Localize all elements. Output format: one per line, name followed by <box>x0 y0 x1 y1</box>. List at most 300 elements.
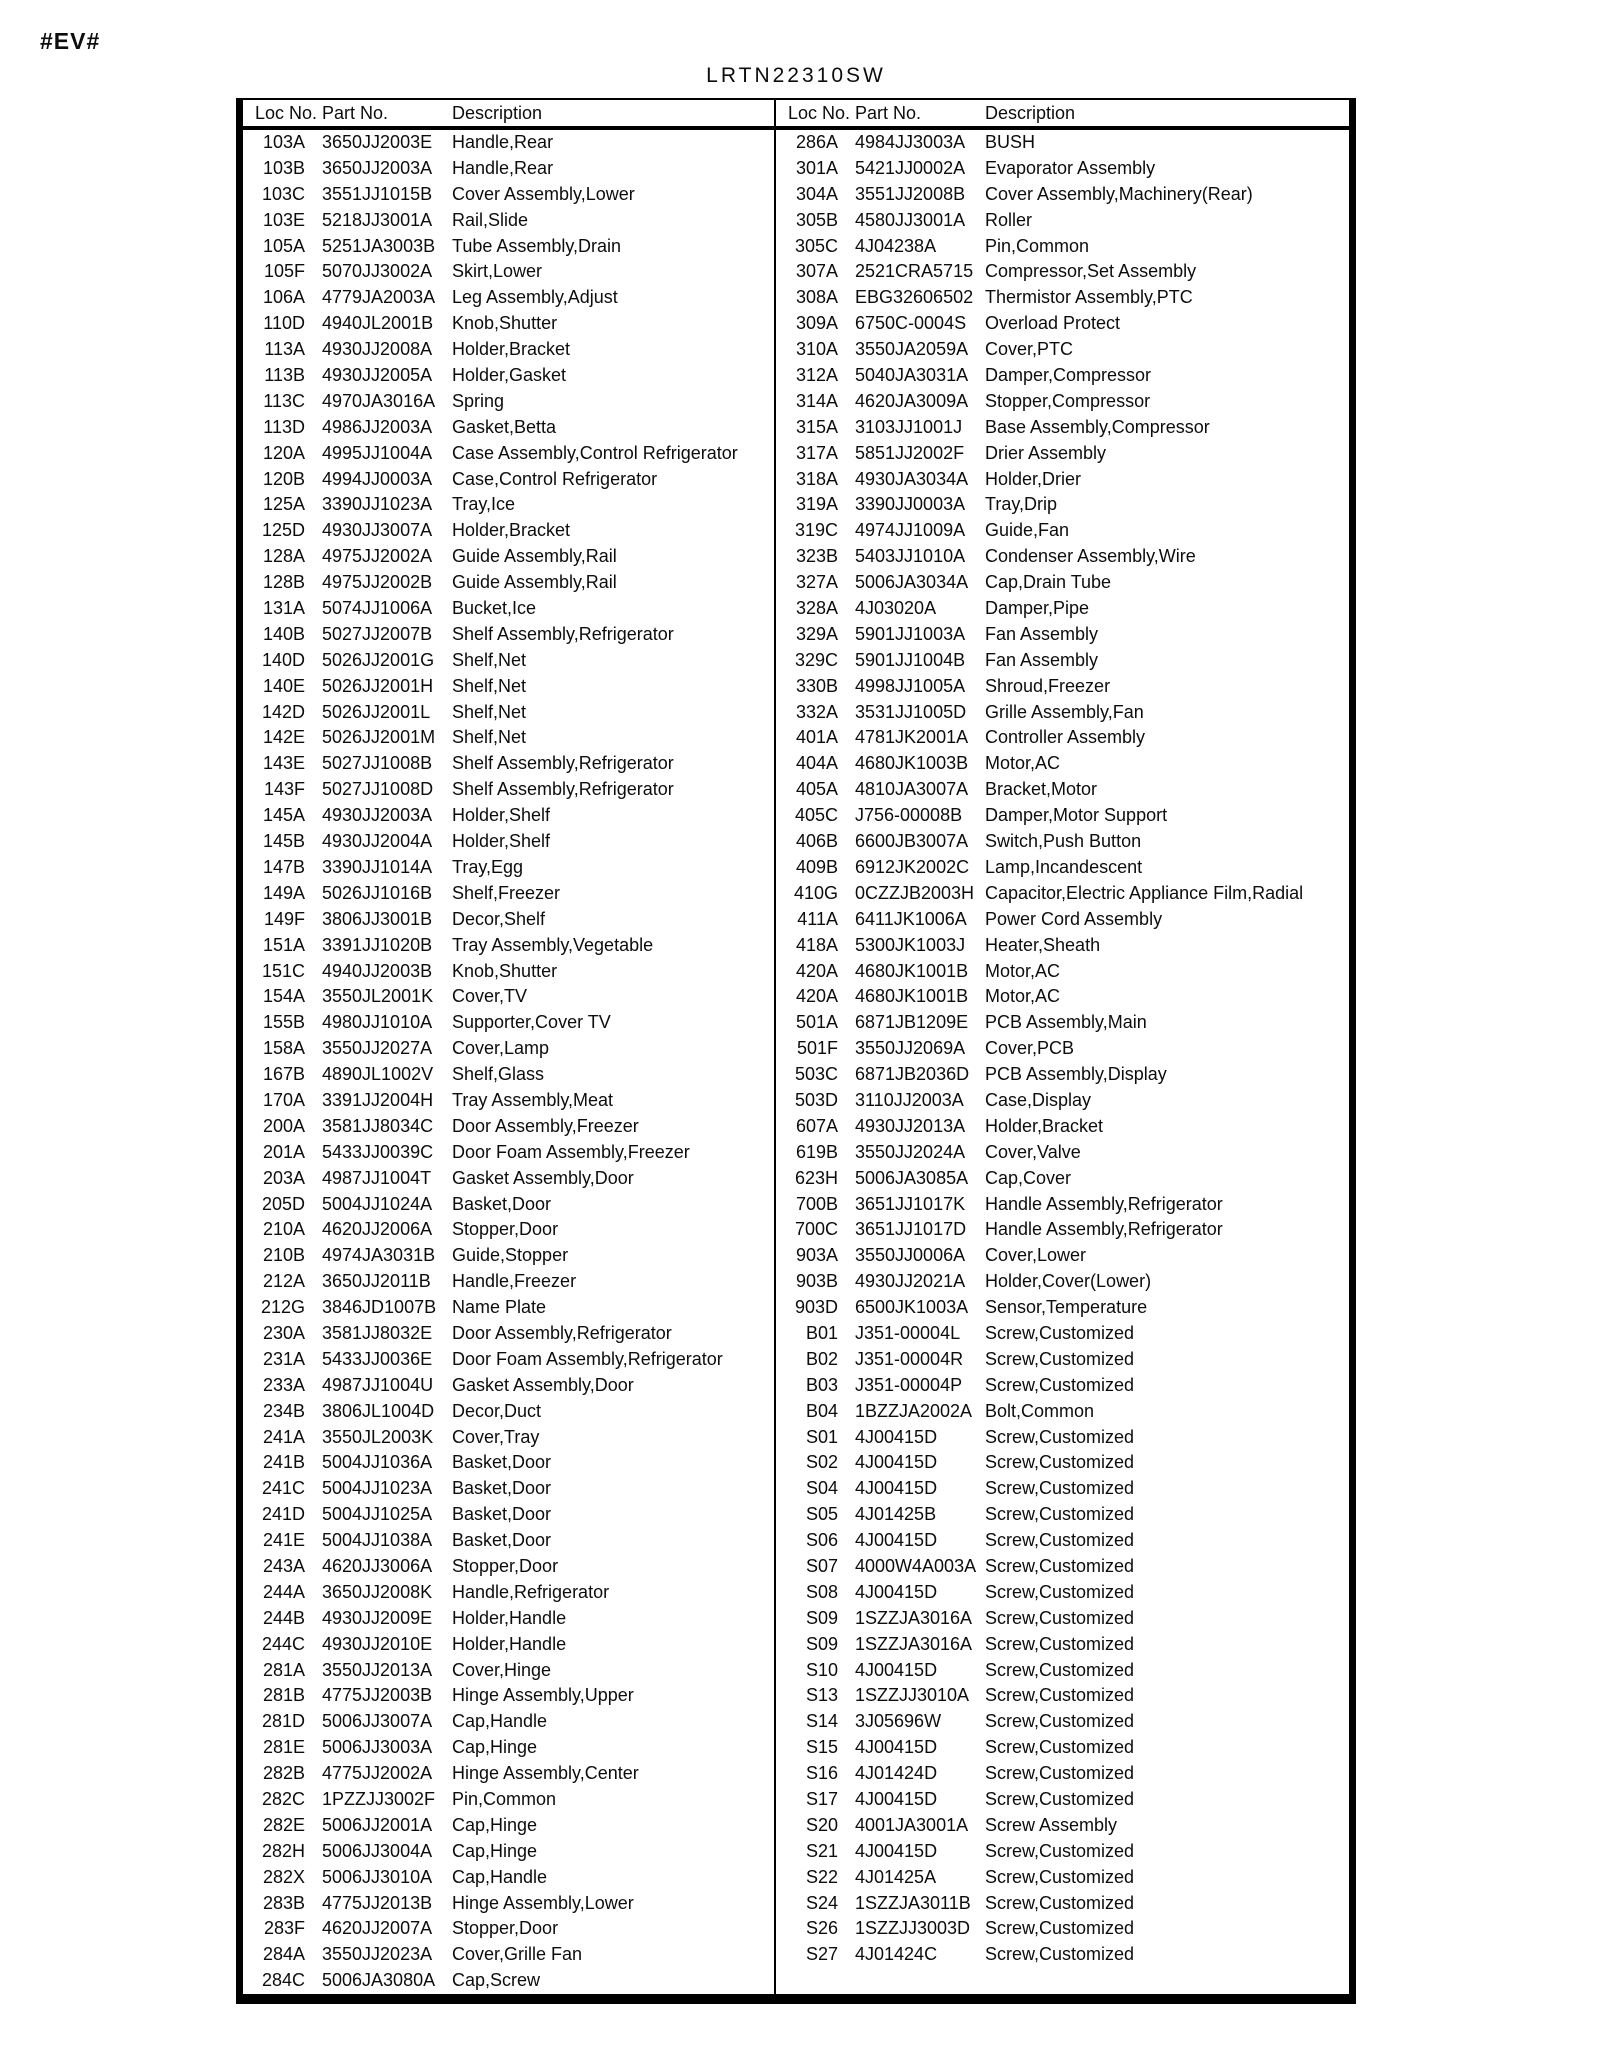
desc-cell: Gasket Assembly,Door <box>452 1167 634 1188</box>
desc-cell: Stopper,Door <box>452 1555 559 1576</box>
loc-cell: S17 <box>805 1789 838 1809</box>
loc-cell: 410G <box>793 882 838 903</box>
desc-cell: Door Assembly,Refrigerator <box>452 1322 672 1343</box>
desc-cell: Name Plate <box>452 1297 547 1318</box>
desc-cell: Screw Assembly <box>985 1814 1118 1835</box>
part-cell: 4975JJ2002A <box>322 546 433 567</box>
part-cell: 4J00415D <box>855 1659 938 1680</box>
part-cell: 5027JJ1008D <box>322 779 434 800</box>
part-cell: 4J01425A <box>855 1866 937 1887</box>
loc-cell: 103E <box>262 209 305 230</box>
desc-cell: Decor,Shelf <box>452 908 546 929</box>
loc-cell: S05 <box>805 1504 838 1525</box>
table-row <box>243 1010 774 1036</box>
part-cell: 5901JJ1004B <box>855 649 966 670</box>
loc-cell: S16 <box>805 1763 838 1784</box>
part-cell: 5026JJ2001G <box>322 649 435 670</box>
loc-cell: 120A <box>262 442 305 463</box>
table-row <box>776 674 1349 700</box>
desc-cell: Damper,Compressor <box>985 365 1152 386</box>
desc-cell: Holder,Bracket <box>452 339 571 360</box>
desc-cell: Base Assembly,Compressor <box>985 416 1210 437</box>
part-cell: 5433JJ0039C <box>322 1141 434 1162</box>
table-row <box>243 1580 774 1606</box>
part-cell: 5026JJ2001H <box>322 675 434 696</box>
part-cell: 4994JJ0003A <box>322 468 433 489</box>
table-row <box>776 1735 1349 1761</box>
loc-cell: 241A <box>262 1426 305 1447</box>
desc-cell: Door Foam Assembly,Freezer <box>452 1141 690 1162</box>
table-row <box>776 648 1349 674</box>
desc-cell: Cover,Lower <box>985 1245 1087 1266</box>
loc-cell: 501F <box>796 1038 838 1059</box>
loc-cell: 241B <box>262 1452 305 1473</box>
loc-cell: 307A <box>795 261 838 282</box>
loc-cell: 120B <box>262 468 305 489</box>
part-cell: 3650JJ2003A <box>322 157 433 178</box>
part-cell: 4998JJ1005A <box>855 675 966 696</box>
part-cell: 6871JB2036D <box>855 1064 970 1085</box>
table-row <box>776 1528 1349 1554</box>
table-row <box>776 855 1349 881</box>
desc-cell: Tray,Ice <box>452 494 516 515</box>
part-cell: 4J00415D <box>855 1789 938 1809</box>
loc-cell: 105A <box>262 235 305 256</box>
part-cell: 5006JA3085A <box>855 1167 969 1188</box>
desc-cell: Pin,Common <box>452 1789 557 1809</box>
part-cell: 1SZZJA3016A <box>855 1607 973 1628</box>
loc-cell: 170A <box>262 1089 305 1110</box>
loc-cell: S10 <box>805 1659 838 1680</box>
left-column <box>236 130 774 1994</box>
part-cell: 3550JA2059A <box>855 339 969 360</box>
table-row <box>243 311 774 337</box>
desc-cell: Knob,Shutter <box>452 960 558 981</box>
table-row <box>776 751 1349 777</box>
loc-cell: 282C <box>261 1789 305 1809</box>
loc-cell: S02 <box>805 1452 838 1473</box>
table-row <box>243 1425 774 1451</box>
desc-cell: Bolt,Common <box>985 1400 1095 1421</box>
loc-cell: 281D <box>261 1711 305 1732</box>
loc-cell: 200A <box>262 1115 305 1136</box>
part-cell: 4J00415D <box>855 1581 938 1602</box>
table-row <box>243 1813 774 1839</box>
loc-cell: 244A <box>262 1581 305 1602</box>
loc-cell: 314A <box>795 390 838 411</box>
loc-cell: 405A <box>795 779 838 800</box>
loc-cell: 231A <box>262 1348 305 1369</box>
part-cell: 3551JJ1015B <box>322 183 433 204</box>
part-cell: 3551JJ2008B <box>855 183 966 204</box>
desc-cell: Cover,Grille Fan <box>452 1944 583 1965</box>
table-row <box>776 984 1349 1010</box>
loc-cell: 282E <box>262 1814 305 1835</box>
part-cell: 4930JJ2010E <box>322 1633 433 1654</box>
desc-cell: Tube Assembly,Drain <box>452 235 622 256</box>
loc-cell: 319A <box>795 494 838 515</box>
page-title: LRTN22310SW <box>706 64 886 87</box>
table-right-border <box>1349 100 1356 2004</box>
header-cells <box>243 98 774 128</box>
part-cell: 4J00415D <box>855 1426 938 1447</box>
loc-cell: 903B <box>795 1271 838 1292</box>
table-row <box>776 1813 1349 1839</box>
part-cell: 4580JJ3001A <box>855 209 966 230</box>
part-cell: 5218JJ3001A <box>322 209 433 230</box>
part-cell: 5027JJ2007B <box>322 623 433 644</box>
desc-cell: Controller Assembly <box>985 727 1146 748</box>
part-cell: 6500JK1003A <box>855 1297 969 1318</box>
desc-cell: Cover,Lamp <box>452 1038 550 1059</box>
loc-cell: S13 <box>805 1685 838 1706</box>
table-row <box>776 1062 1349 1088</box>
table-row <box>776 881 1349 907</box>
loc-cell: 286A <box>795 132 838 152</box>
loc-cell: 128A <box>262 546 305 567</box>
loc-cell: 282X <box>262 1866 305 1887</box>
desc-cell: Holder,Handle <box>452 1607 567 1628</box>
part-cell: J756-00008B <box>855 805 963 826</box>
desc-cell: Screw,Customized <box>985 1866 1135 1887</box>
table-row <box>776 829 1349 855</box>
desc-cell: Basket,Door <box>452 1478 552 1499</box>
part-cell: 1BZZJA2002A <box>855 1400 973 1421</box>
table-row <box>776 1010 1349 1036</box>
loc-cell: 158A <box>262 1038 305 1059</box>
part-cell: 1SZZJJ3010A <box>855 1685 970 1706</box>
desc-cell: Guide,Stopper <box>452 1245 569 1266</box>
table-row <box>776 415 1349 441</box>
table-row <box>243 648 774 674</box>
loc-cell: 142D <box>261 701 305 722</box>
desc-cell: Handle,Rear <box>452 132 554 152</box>
table-row <box>776 311 1349 337</box>
part-cell: 4781JK2001A <box>855 727 969 748</box>
part-cell: 3390JJ0003A <box>855 494 966 515</box>
part-cell: 4930JA3034A <box>855 468 969 489</box>
table-row <box>776 907 1349 933</box>
desc-cell: Cover,Valve <box>985 1141 1081 1162</box>
desc-cell: Case,Display <box>985 1089 1092 1110</box>
loc-cell: 145B <box>262 831 305 852</box>
part-cell: 3103JJ1001J <box>855 416 963 437</box>
table-row <box>243 1942 774 1968</box>
table-row <box>243 1502 774 1528</box>
part-cell: 4775JJ2002A <box>322 1763 433 1784</box>
part-cell: 3806JL1004D <box>322 1400 435 1421</box>
part-cell: 4000W4A003A <box>855 1555 977 1576</box>
loc-cell: 315A <box>795 416 838 437</box>
desc-cell: Leg Assembly,Adjust <box>452 287 618 308</box>
part-cell: 3650JJ2003E <box>322 132 433 152</box>
table-row <box>776 1243 1349 1269</box>
table-row <box>243 1968 774 1994</box>
desc-cell: Cap,Screw <box>452 1970 541 1991</box>
part-cell: 1SZZJA3011B <box>855 1892 971 1913</box>
part-cell: 4970JA3016A <box>322 390 436 411</box>
part-cell: 4J01424D <box>855 1763 938 1784</box>
part-cell: 5421JJ0002A <box>855 157 966 178</box>
part-cell: 4930JJ3007A <box>322 520 433 541</box>
desc-cell: Power Cord Assembly <box>985 908 1163 929</box>
part-cell: 3581JJ8032E <box>322 1322 433 1343</box>
desc-cell: Bracket,Motor <box>985 779 1098 800</box>
part-cell: 4930JJ2009E <box>322 1607 433 1628</box>
desc-cell: Grille Assembly,Fan <box>985 701 1144 722</box>
desc-cell: Shroud,Freezer <box>985 675 1111 696</box>
desc-cell: Screw,Customized <box>985 1322 1135 1343</box>
desc-cell: Motor,AC <box>985 753 1061 774</box>
table-row <box>776 1554 1349 1580</box>
desc-cell: Screw,Customized <box>985 1892 1135 1913</box>
desc-cell: Screw,Customized <box>985 1374 1135 1395</box>
loc-cell: 105F <box>263 261 305 282</box>
desc-cell: Lamp,Incandescent <box>985 856 1143 877</box>
loc-cell: 140E <box>262 675 305 696</box>
desc-cell: Handle,Rear <box>452 157 554 178</box>
table-row <box>243 1166 774 1192</box>
part-cell: 4J00415D <box>855 1737 938 1758</box>
loc-cell: 281E <box>262 1737 305 1758</box>
table-row <box>776 234 1349 260</box>
loc-cell: 201A <box>262 1141 305 1162</box>
header-part-no: Part No. <box>322 103 389 123</box>
table-row <box>243 1321 774 1347</box>
table-row <box>776 1321 1349 1347</box>
table-row <box>243 415 774 441</box>
table-row <box>776 518 1349 544</box>
loc-cell: 230A <box>262 1322 305 1343</box>
loc-cell: 143F <box>263 779 305 800</box>
part-cell: 4775JJ2003B <box>322 1685 433 1706</box>
part-cell: 5006JJ3007A <box>322 1711 433 1732</box>
part-cell: 5251JA3003B <box>322 235 436 256</box>
loc-cell: 305C <box>794 235 838 256</box>
loc-cell: B02 <box>805 1348 838 1369</box>
desc-cell: Guide Assembly,Rail <box>452 572 617 593</box>
desc-cell: Door Foam Assembly,Refrigerator <box>452 1348 723 1369</box>
desc-cell: Stopper,Door <box>452 1219 559 1240</box>
table-row <box>776 570 1349 596</box>
table-row <box>243 751 774 777</box>
desc-cell: Shelf,Net <box>452 649 527 670</box>
part-cell: J351-00004L <box>855 1322 961 1343</box>
loc-cell: 203A <box>262 1167 305 1188</box>
table-row <box>776 1709 1349 1735</box>
desc-cell: Shelf Assembly,Refrigerator <box>452 753 674 774</box>
table-row <box>776 959 1349 985</box>
desc-cell: Cap,Hinge <box>452 1814 538 1835</box>
desc-cell: Sensor,Temperature <box>985 1297 1148 1318</box>
table-row <box>243 1373 774 1399</box>
loc-cell: 312A <box>795 365 838 386</box>
desc-cell: Tray,Drip <box>985 494 1057 515</box>
part-cell: 5070JJ3002A <box>322 261 433 282</box>
table-row <box>243 1787 774 1813</box>
loc-cell: 418A <box>795 934 838 955</box>
desc-cell: Cover Assembly,Lower <box>452 183 635 204</box>
desc-cell: Guide,Fan <box>985 520 1070 541</box>
loc-cell: 411A <box>797 908 838 929</box>
desc-cell: Screw,Customized <box>985 1659 1135 1680</box>
part-cell: 5027JJ1008B <box>322 753 433 774</box>
table-row <box>243 596 774 622</box>
desc-cell: Screw,Customized <box>985 1607 1135 1628</box>
desc-cell: Evaporator Assembly <box>985 157 1156 178</box>
loc-cell: 103A <box>262 132 305 152</box>
table-row <box>776 1140 1349 1166</box>
desc-cell: Hinge Assembly,Center <box>452 1763 639 1784</box>
desc-cell: Cover,Tray <box>452 1426 540 1447</box>
loc-cell: S15 <box>805 1737 838 1758</box>
table-row <box>243 1476 774 1502</box>
header-description: Description <box>985 103 1076 123</box>
table-row <box>776 777 1349 803</box>
desc-cell: Cap,Drain Tube <box>985 572 1112 593</box>
desc-cell: Basket,Door <box>452 1193 552 1214</box>
table-bottom-border <box>236 1994 1356 2004</box>
table-row <box>243 725 774 751</box>
loc-cell: 323B <box>795 546 838 567</box>
desc-cell: Holder,Cover(Lower) <box>985 1271 1152 1292</box>
loc-cell: 110D <box>263 313 305 334</box>
desc-cell: Gasket Assembly,Door <box>452 1374 634 1395</box>
part-cell: 3110JJ2003A <box>855 1089 964 1110</box>
desc-cell: PCB Assembly,Display <box>985 1064 1167 1085</box>
loc-cell: S06 <box>805 1530 838 1551</box>
part-cell: 4987JJ1004T <box>322 1167 432 1188</box>
loc-cell: S22 <box>805 1866 838 1887</box>
part-cell: 4930JJ2003A <box>322 805 433 826</box>
header-loc-no: Loc No. <box>255 103 318 123</box>
table-row <box>776 700 1349 726</box>
part-cell: 6912JK2002C <box>855 856 970 877</box>
desc-cell: Cap,Cover <box>985 1167 1072 1188</box>
table-row <box>776 1916 1349 1942</box>
part-cell: 3650JJ2011B <box>322 1271 431 1292</box>
desc-cell: Gasket,Betta <box>452 416 557 437</box>
table-row <box>776 1942 1349 1968</box>
loc-cell: 143E <box>262 753 305 774</box>
loc-cell: 244B <box>262 1607 305 1628</box>
loc-cell: 145A <box>262 805 305 826</box>
desc-cell: Screw,Customized <box>985 1789 1135 1809</box>
table-row <box>243 1217 774 1243</box>
part-cell: 4J03020A <box>855 598 937 619</box>
desc-cell: Cap,Hinge <box>452 1840 538 1861</box>
desc-cell: Fan Assembly <box>985 623 1099 644</box>
desc-cell: Basket,Door <box>452 1530 552 1551</box>
loc-cell: S01 <box>805 1426 838 1447</box>
desc-cell: Screw,Customized <box>985 1478 1135 1499</box>
part-cell: 4890JL1002V <box>322 1064 434 1085</box>
desc-cell: Holder,Shelf <box>452 831 551 852</box>
desc-cell: Handle,Freezer <box>452 1271 577 1292</box>
part-cell: 4930JJ2013A <box>855 1115 966 1136</box>
part-cell: 5006JA3080A <box>322 1970 436 1991</box>
part-cell: 4930JJ2008A <box>322 339 433 360</box>
loc-cell: 281B <box>262 1685 305 1706</box>
loc-cell: 503D <box>794 1089 838 1110</box>
part-cell: 5006JJ3004A <box>322 1840 433 1861</box>
desc-cell: PCB Assembly,Main <box>985 1012 1147 1033</box>
desc-cell: Cap,Hinge <box>452 1737 538 1758</box>
loc-cell: 113C <box>263 390 305 411</box>
part-cell: 4J04238A <box>855 235 937 256</box>
table-row <box>243 1761 774 1787</box>
header-loc-no: Loc No. <box>788 103 851 123</box>
table-row <box>243 1839 774 1865</box>
part-cell: 3531JJ1005D <box>855 701 967 722</box>
loc-cell: S08 <box>805 1581 838 1602</box>
table-row <box>243 518 774 544</box>
loc-cell: S24 <box>805 1892 838 1913</box>
table-row <box>243 1528 774 1554</box>
loc-cell: 501A <box>795 1012 838 1033</box>
loc-cell: 244C <box>261 1633 305 1654</box>
desc-cell: BUSH <box>985 132 1036 152</box>
part-cell: J351-00004R <box>855 1348 964 1369</box>
table-row <box>243 933 774 959</box>
part-cell: 3550JJ2069A <box>855 1038 966 1059</box>
loc-cell: 328A <box>795 598 838 619</box>
table-row <box>776 1347 1349 1373</box>
desc-cell: Tray,Egg <box>452 856 524 877</box>
part-cell: 5901JJ1003A <box>855 623 966 644</box>
table-row <box>776 1088 1349 1114</box>
part-cell: 4620JJ2007A <box>322 1918 433 1939</box>
table-row <box>776 467 1349 493</box>
part-cell: 1SZZJJ3003D <box>855 1918 971 1939</box>
desc-cell: Screw,Customized <box>985 1348 1135 1369</box>
table-row <box>776 1269 1349 1295</box>
loc-cell: 619B <box>795 1141 838 1162</box>
table-row <box>776 544 1349 570</box>
desc-cell: Screw,Customized <box>985 1763 1135 1784</box>
table-row <box>243 1554 774 1580</box>
table-row <box>243 777 774 803</box>
loc-cell: 151C <box>261 960 305 981</box>
loc-cell: 309A <box>795 313 838 334</box>
part-cell: 4680JK1001B <box>855 960 969 981</box>
desc-cell: Hinge Assembly,Upper <box>452 1685 634 1706</box>
table-row <box>243 1295 774 1321</box>
loc-cell: S04 <box>805 1478 838 1499</box>
loc-cell: 241E <box>262 1530 305 1551</box>
table-row <box>243 829 774 855</box>
desc-cell: Spring <box>452 390 505 411</box>
table-row <box>776 130 1349 156</box>
loc-cell: 140B <box>262 623 305 644</box>
table-row <box>776 1865 1349 1891</box>
desc-cell: Holder,Drier <box>985 468 1082 489</box>
part-cell: 0CZZJB2003H <box>855 882 975 903</box>
desc-cell: Pin,Common <box>985 235 1090 256</box>
table-row <box>776 156 1349 182</box>
desc-cell: Screw,Customized <box>985 1685 1135 1706</box>
table-left-border <box>236 100 243 2004</box>
part-cell: 4975JJ2002B <box>322 572 433 593</box>
table-row <box>243 1140 774 1166</box>
table-row <box>243 259 774 285</box>
desc-cell: Fan Assembly <box>985 649 1099 670</box>
loc-cell: 131A <box>262 598 305 619</box>
part-cell: 5006JJ3003A <box>322 1737 433 1758</box>
desc-cell: Tray Assembly,Vegetable <box>452 934 654 955</box>
loc-cell: 113B <box>264 365 305 386</box>
loc-cell: 103B <box>262 157 305 178</box>
